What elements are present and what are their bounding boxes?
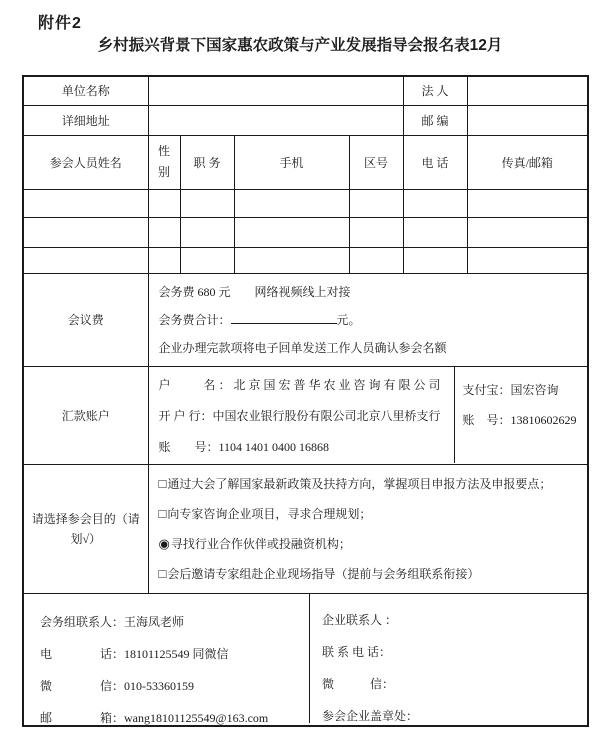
attendee-phone-cell[interactable] [403,189,467,217]
fee-total-suffix: 元。 [336,312,361,327]
fax-email-header: 传真/邮箱 [467,135,588,189]
checkbox-icon[interactable]: □ [158,475,167,491]
attachment-label: 附件2 [38,15,82,32]
purpose-option[interactable] [159,559,578,589]
purpose-label [23,464,148,593]
organizer-contact-name: 会务组联系人：王海凤老师 [40,614,185,629]
attendee-position-cell[interactable] [180,217,234,247]
attendee-row [23,189,588,217]
unit-name-field[interactable] [148,76,403,105]
fee-amount-line: 会务费 680 元 网络视频线上对接 [158,284,351,299]
purpose-label-line1: 请选择参会目的（请 [31,511,140,526]
address-row [23,105,588,135]
attendee-name-cell[interactable] [23,217,148,247]
gender-header [148,135,180,189]
fee-total-prefix: 会务费合计： [158,312,231,327]
attendee-name-cell[interactable] [23,247,148,273]
footer-row [23,593,588,726]
purpose-option-text: 向专家咨询企业项目，寻求合理规划； [167,506,372,521]
gender-header-line1: 性 [157,144,170,158]
attendee-position-cell[interactable] [180,189,234,217]
enterprise-wechat-label: 微 信： [322,676,395,691]
fee-label: 会议费 [23,273,148,366]
attendee-mobile-cell[interactable] [234,217,349,247]
organizer-contact-block [24,594,310,723]
remittance-row [23,366,588,464]
mobile-header: 手机 [234,135,349,189]
registration-form-table [22,75,589,727]
attendee-phone-cell[interactable] [403,217,467,247]
fee-note-line: 企业办理完款项将电子回单发送工作人员确认参会名额 [158,340,447,355]
alipay-number: 账 号：13810602629 [462,412,577,427]
attendee-name-cell[interactable] [23,189,148,217]
gender-header-line2: 别 [157,165,170,179]
fee-content [148,273,588,366]
attendee-area-code-cell[interactable] [349,247,403,273]
attendee-gender-cell[interactable] [148,247,180,273]
remittance-bank: 开 户 行：中国农业银行股份有限公司北京八里桥支行 [158,408,441,423]
checkbox-icon[interactable]: □ [158,565,167,581]
purpose-label-line2: 划√） [70,531,102,546]
radio-selected-icon[interactable]: ◉ [158,535,170,551]
position-header: 职 务 [180,135,234,189]
legal-person-label: 法 人 [403,76,467,105]
postal-code-label: 邮 编 [403,105,467,135]
attendee-fax-email-cell[interactable] [467,189,588,217]
alipay-account: 支付宝：国宏咨询 [462,382,559,397]
footer-content [23,593,588,726]
attendee-name-header: 参会人员姓名 [23,135,148,189]
checkbox-icon[interactable]: □ [158,505,167,521]
remittance-content [148,366,588,464]
enterprise-stamp-label: 参会企业盖章处： [322,708,419,723]
enterprise-contact-block [310,594,587,723]
address-field[interactable] [148,105,403,135]
purpose-row [23,464,588,593]
attendee-header-row [23,135,588,189]
enterprise-contact-label: 企业联系人 ： [322,612,398,627]
enterprise-phone-label: 联 系 电 话： [322,644,392,659]
remittance-account-name: 户 名：北京国宏普华农业咨询有限公司 [158,377,444,392]
organizer-email: 邮 箱：wang18101125549@163.com [40,710,269,725]
attendee-row [23,217,588,247]
attendee-mobile-cell[interactable] [234,189,349,217]
phone-header: 电 话 [403,135,467,189]
unit-name-row [23,76,588,105]
page-title: 乡村振兴背景下国家惠农政策与产业发展指导会报名表12月 [97,37,503,54]
attendee-gender-cell[interactable] [148,217,180,247]
attendee-phone-cell[interactable] [403,247,467,273]
fee-total-blank-field[interactable] [231,311,337,324]
purpose-option-text: 寻找行业合作伙伴或投融资机构； [170,536,351,551]
purpose-option[interactable] [159,499,578,529]
organizer-wechat: 微 信：010-53360159 [40,678,194,693]
postal-code-field[interactable] [467,105,588,135]
fee-total-line [159,306,578,334]
attendee-fax-email-cell[interactable] [467,247,588,273]
purpose-option-text: 会后邀请专家组赴企业现场指导（提前与会务组联系衔接） [167,566,480,581]
fee-row [23,273,588,366]
area-code-header: 区号 [349,135,403,189]
attendee-gender-cell[interactable] [148,189,180,217]
purpose-option-text: 通过大会了解国家最新政策及扶持方向，掌握项目申报方法及申报要点； [167,476,552,491]
unit-name-label: 单位名称 [23,76,148,105]
remittance-account-number: 账 号：1104 1401 0400 16868 [158,439,330,454]
purpose-option[interactable] [159,529,578,559]
remittance-bank-info [149,367,455,463]
attendee-fax-email-cell[interactable] [467,217,588,247]
remittance-label: 汇款账户 [23,366,148,464]
organizer-phone: 电 话：18101125549 同微信 [40,646,229,661]
purpose-options [148,464,588,593]
attendee-row [23,247,588,273]
remittance-alipay-info [455,367,588,463]
attendee-position-cell[interactable] [180,247,234,273]
purpose-option[interactable] [159,469,578,499]
legal-person-field[interactable] [467,76,588,105]
attendee-mobile-cell[interactable] [234,247,349,273]
attendee-area-code-cell[interactable] [349,217,403,247]
address-label: 详细地址 [23,105,148,135]
attendee-area-code-cell[interactable] [349,189,403,217]
